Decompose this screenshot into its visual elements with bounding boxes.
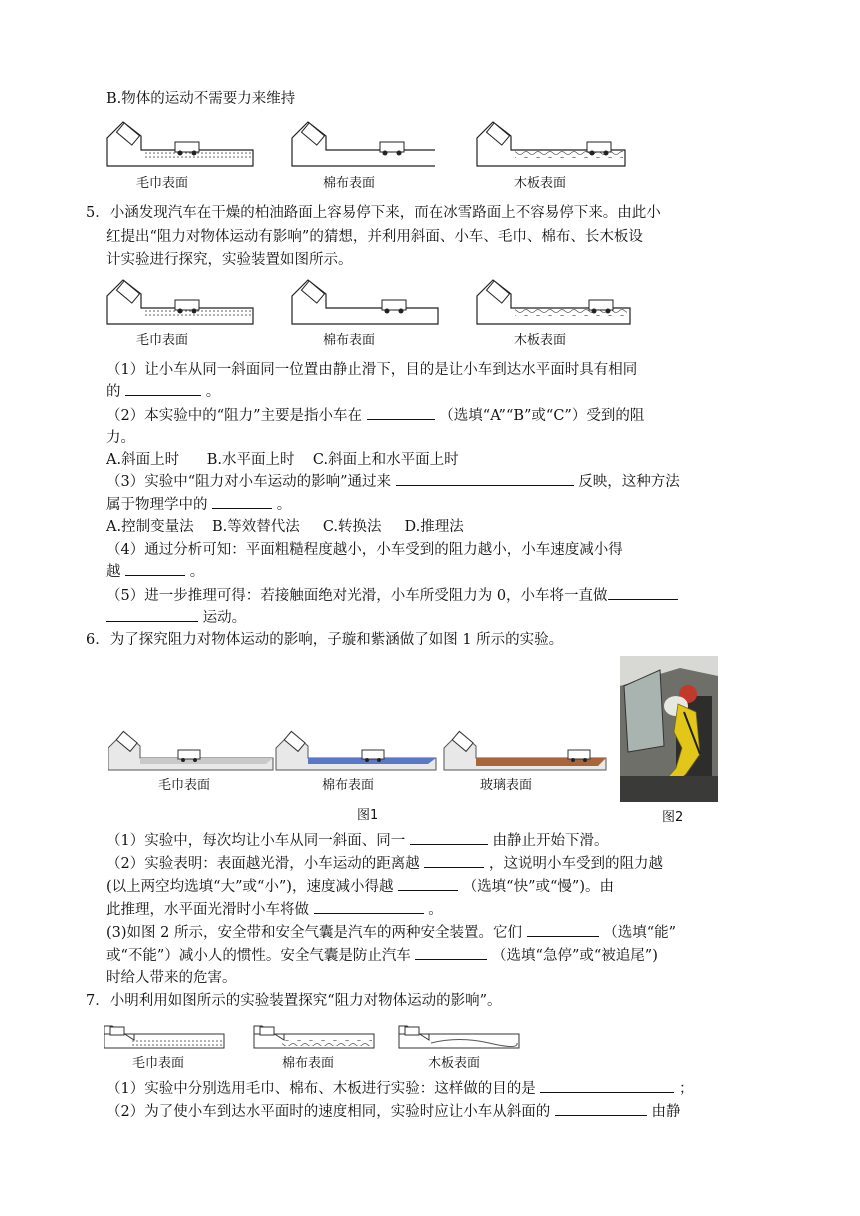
q5-part1-text: 的 [106, 384, 121, 400]
caption-towel-a: 毛巾表面 [136, 176, 189, 191]
q6-part2-line1 [106, 853, 663, 875]
q5-part5-end: 运动。 [202, 610, 247, 626]
q5-part2-options: A.斜面上时 B.水平面上时 C.斜面上和水平面上时 [106, 452, 459, 468]
q6-blank-6[interactable] [415, 945, 487, 960]
q5-part4-line2 [106, 561, 204, 583]
q5-part4-text: 越 [106, 564, 121, 580]
q6-part3-line1 [106, 922, 676, 944]
q5-stem-3: 计实验进行探究，实验装置如图所示。 [106, 252, 353, 268]
q5-part3-text: （3）实验中“阻力对小车运动的影响”通过来 [106, 474, 392, 490]
ramp-towel-q7 [104, 1026, 224, 1048]
q5-part3-text2: 属于物理学中的 [106, 497, 208, 513]
q7-part2-text: （2）为了使小车到达水平面时的速度相同，实验时应让小车从斜面的 [106, 1104, 551, 1120]
caption-towel-q7: 毛巾表面 [132, 1056, 185, 1071]
q6-part2-end3: 。 [428, 902, 443, 918]
q6-part2-line2 [106, 876, 614, 898]
q6-blank-4[interactable] [314, 899, 424, 914]
ramp-figure-a-wood [475, 120, 630, 168]
ramp-wood-q7 [399, 1026, 519, 1048]
q5-part1-line1: （1）让小车从同一斜面同一位置由静止滑下，目的是让小车到达水平面时具有相同 [106, 362, 638, 378]
q5-part5-text: （5）进一步推理可得：若接触面绝对光滑，小车所受阻力为 0，小车将一直做 [106, 588, 608, 604]
q5-part4-end: 。 [189, 564, 205, 580]
q7-blank-1[interactable] [540, 1078, 674, 1093]
q6-part2-text2: (以上两空均选填“大”或“小”)，速度减小得越 [106, 879, 394, 895]
ramp-cotton-fig1 [276, 731, 436, 770]
q7-part1 [106, 1078, 693, 1100]
caption-cotton-a: 棉布表面 [323, 176, 376, 191]
ramp-towel [107, 122, 253, 166]
q5-blank-2[interactable] [367, 405, 435, 420]
q6-part3-end: （选填“能” [603, 925, 677, 941]
q6-part3-end2: （选填“急停”或“被追尾”) [492, 948, 658, 964]
q6-part2-text: （2）实验表明：表面越光滑，小车运动的距离越 [106, 856, 420, 872]
figure-1-label: 图1 [357, 808, 379, 823]
ramp-towel-fig1 [108, 731, 273, 770]
caption-wood-q5: 木板表面 [514, 333, 567, 348]
ramp-figure-q7 [104, 1024, 524, 1050]
q6-part2-line3 [106, 899, 443, 921]
caption-wood-a: 木板表面 [514, 176, 567, 191]
caption-towel-fig1: 毛巾表面 [158, 778, 211, 793]
q6-part3-text2: 或“不能”）减小人的惯性。安全气囊是防止汽车 [106, 948, 411, 964]
q5-stem-2: 红提出“阻力对物体运动有影响”的猜想，并利用斜面、小车、毛巾、棉布、长木板设 [106, 229, 643, 245]
q5-blank-4[interactable] [212, 494, 272, 509]
q7-part2 [106, 1101, 680, 1123]
q6-part2-text3: 此推理，水平面光滑时小车将做 [106, 902, 309, 918]
q5-blank-6b[interactable] [106, 607, 198, 622]
q6-part3-line3: 时给人带来的危害。 [106, 970, 237, 986]
caption-wood-q7: 木板表面 [428, 1056, 481, 1071]
q7-part1-end: ； [678, 1081, 694, 1097]
q5-stem-1: 5．小涵发现汽车在干燥的柏油路面上容易停下来，而在冰雪路面上不容易停下来。由此小 [86, 205, 661, 221]
q5-part2-text: （2）本实验中的“阻力”主要是指小车在 [106, 408, 363, 424]
q5-part2-line2: 力。 [106, 430, 135, 446]
q6-part2-end: ，这说明小车受到的阻力越 [488, 856, 663, 872]
q5-part3-options: A.控制变量法 B.等效替代法 C.转换法 D.推理法 [106, 519, 464, 535]
q7-part1-text: （1）实验中分别选用毛巾、棉布、木板进行实验：这样做的目的是 [106, 1081, 536, 1097]
caption-cotton-fig1: 棉布表面 [322, 778, 375, 793]
q6-part3-text: (3)如图 2 所示，安全带和安全气囊是汽车的两种安全装置。它们 [106, 925, 522, 941]
q5-blank-3[interactable] [396, 471, 574, 486]
q5-blank-5[interactable] [125, 561, 185, 576]
q6-blank-1[interactable] [410, 830, 488, 845]
ramp-glass-fig1 [444, 731, 606, 770]
option-b-text: B.物体的运动不需要力来维持 [106, 91, 296, 107]
q5-part4-line1: （4）通过分析可知：平面粗糙程度越小，小车受到的阻力越小，小车速度减小得 [106, 542, 623, 558]
q6-blank-5[interactable] [527, 922, 599, 937]
ramp-figure-q5-wood [475, 278, 635, 326]
q5-blank-1[interactable] [125, 381, 201, 396]
q6-stem: 6．为了探究阻力对物体运动的影响，子璇和紫涵做了如图 1 所示的实验。 [86, 632, 564, 648]
q6-blank-2[interactable] [424, 853, 484, 868]
q5-part1-line2 [106, 381, 220, 403]
q5-part5-line2 [106, 607, 246, 629]
q5-part1-end: 。 [205, 384, 221, 400]
q7-blank-2[interactable] [555, 1101, 647, 1116]
ramp-towel [107, 280, 253, 324]
caption-towel-q5: 毛巾表面 [136, 333, 189, 348]
figure-2-photo [620, 656, 718, 802]
q5-part5-line1 [106, 585, 678, 607]
figure-2-label: 图2 [662, 810, 684, 825]
q5-part3-end2: 。 [276, 497, 292, 513]
q6-part2-end2: （选填“快”或“慢”)。由 [462, 879, 614, 895]
q6-part1-text: （1）实验中，每次均让小车从同一斜面、同一 [106, 833, 406, 849]
q5-part2-line1 [106, 405, 644, 427]
caption-cotton-q5: 棉布表面 [323, 333, 376, 348]
q6-part1-end: 由静止开始下滑。 [492, 833, 609, 849]
caption-cotton-q7: 棉布表面 [282, 1056, 335, 1071]
q5-part2-end: （选填“A”“B”或“C”）受到的阻 [439, 408, 645, 424]
q7-stem: 7．小明利用如图所示的实验装置探究“阻力对物体运动的影响”。 [86, 993, 502, 1009]
q6-part3-line2 [106, 945, 658, 967]
ramp-cotton-q7 [254, 1026, 374, 1048]
q5-part3-line2 [106, 494, 291, 516]
ramp-cotton [292, 280, 438, 324]
q5-part3-end: 反映，这种方法 [578, 474, 680, 490]
caption-glass-fig1: 玻璃表面 [480, 778, 533, 793]
q5-part3-line1 [106, 471, 680, 493]
q7-part2-end: 由静 [651, 1104, 681, 1120]
ramp-figure-q5 [105, 278, 445, 326]
ramp-figure-a [105, 120, 435, 168]
ramp-cotton [292, 122, 435, 166]
q5-blank-6a[interactable] [608, 585, 678, 600]
q6-part1 [106, 830, 608, 852]
q6-blank-3[interactable] [398, 876, 458, 891]
figure-1-ramps [108, 726, 610, 772]
